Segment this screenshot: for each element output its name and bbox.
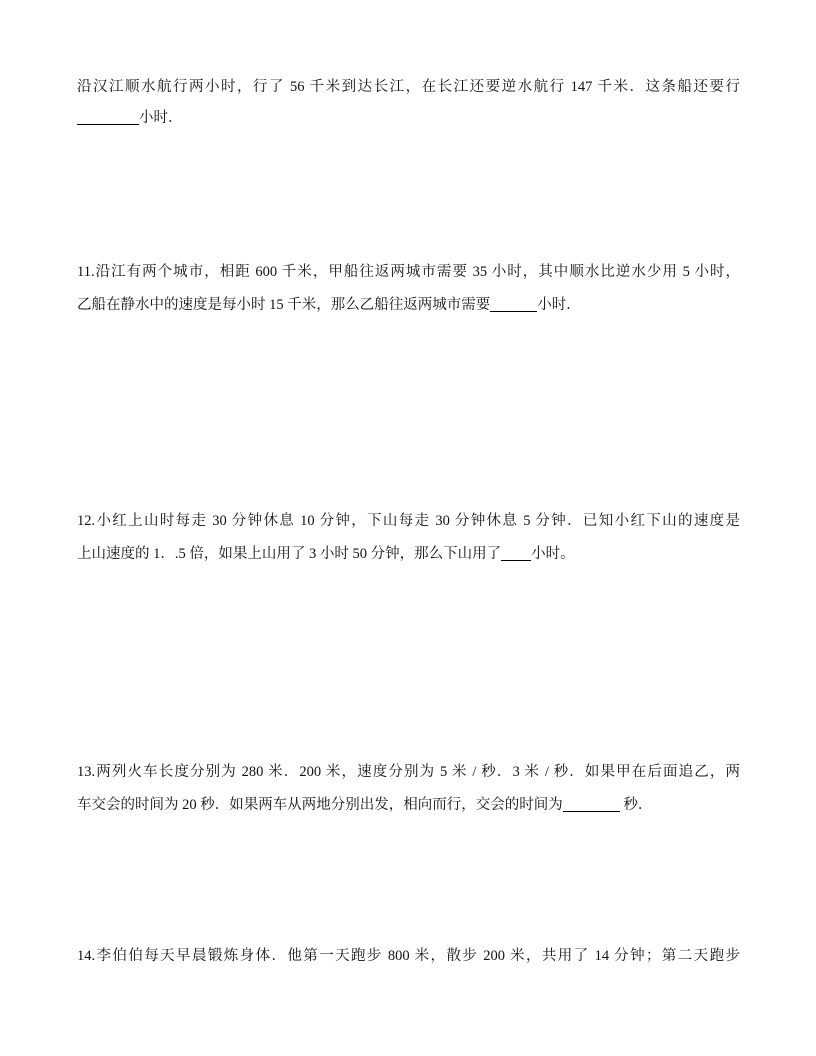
problem-11-line-2 — [77, 289, 740, 322]
problem-12-line-2-after: 小时。 — [531, 546, 575, 562]
problem-11 — [77, 256, 740, 322]
answer-blank — [77, 123, 139, 125]
answer-blank — [563, 810, 620, 812]
problem-14-line-1: 14.李伯伯每天早晨锻炼身体．他第一天跑步 800 米，散步 200 米，共用了 14 分钟；第二天跑步 — [77, 948, 740, 964]
answer-blank — [490, 310, 537, 312]
answer-blank — [501, 559, 531, 561]
problem-13 — [77, 756, 740, 822]
problem-13-line-2-after: 秒． — [619, 797, 653, 813]
problem-10 — [77, 72, 740, 134]
problem-11-line-2-before: 乙船在静水中的速度是每小时 15 千米，那么乙船往返两城市需要 — [77, 297, 491, 313]
problem-14 — [77, 940, 740, 973]
problem-12 — [77, 505, 740, 571]
problem-11-line-1: 11.沿江有两个城市，相距 600 千米，甲船往返两城市需要 35 小时，其中顺水比逆水少用 5 小时， — [77, 264, 740, 280]
problem-13-line-2-before: 车交会的时间为 20 秒．如果两车从两地分别出发，相向而行，交会的时间为 — [77, 797, 563, 813]
problem-13-line-1: 13.两列火车长度分别为 280 米．200 米，速度分别为 5 米 / 秒．3 米 / 秒．如果甲在后面追乙，两 — [77, 764, 740, 780]
problem-12-line-1: 12.小红上山时每走 30 分钟休息 10 分钟，下山每走 30 分钟休息 5 分钟．已知小红下山的速度是 — [77, 513, 740, 529]
problem-12-line-2 — [77, 538, 740, 571]
problem-12-line-2-before: 上山速度的 1．.5 倍，如果上山用了 3 小时 50 分钟，那么下山用了 — [77, 546, 502, 562]
problem-10-line-2-after: 小时． — [139, 110, 183, 126]
problem-10-line-1: 沿汉江顺水航行两小时，行了 56 千米到达长江，在长江还要逆水航行 147 千米．这条船还要行 — [77, 79, 740, 95]
problem-13-line-2 — [77, 789, 740, 822]
problem-10-line-2 — [77, 103, 740, 134]
problem-11-line-2-after: 小时． — [537, 297, 581, 313]
